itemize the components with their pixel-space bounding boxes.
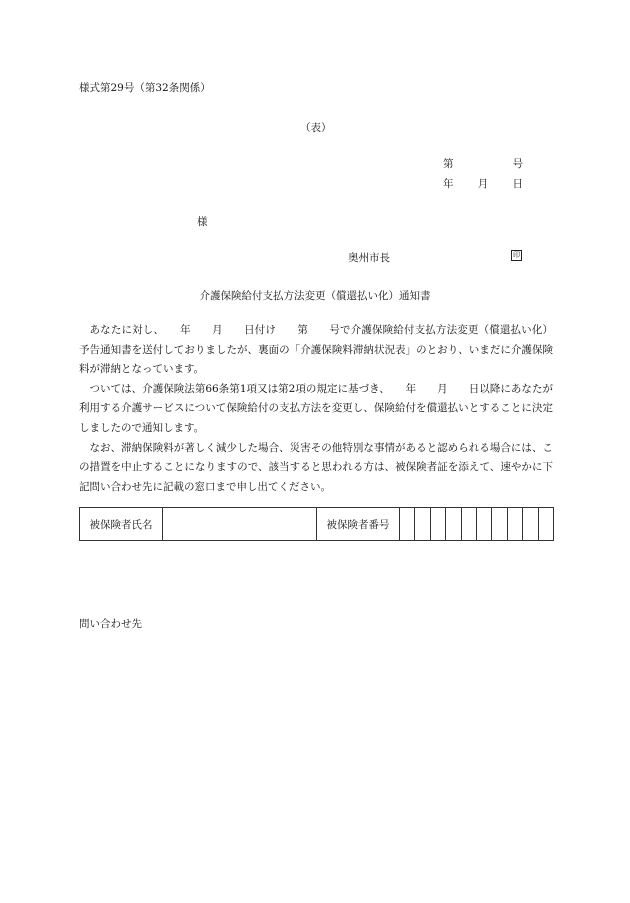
insured-number-digit[interactable] (538, 508, 553, 541)
seal-mark: 印 (513, 251, 520, 259)
insured-number-digit[interactable] (430, 508, 445, 541)
addressee-suffix: 様 (197, 216, 208, 228)
form-number: 様式第29号（第32条関係） (79, 82, 211, 94)
date-line (443, 176, 523, 191)
insured-number-digit[interactable] (476, 508, 491, 541)
insured-number-digit[interactable] (507, 508, 522, 541)
document-number-line (443, 156, 523, 171)
body-paragraph-2: ついては、介護保険法第66条第1項又は第2項の規定に基づき、 年 月 日以降にあなたが利用する介護サービスについて保険給付の支払方法を変更し、保険給付を償還払いとすることに決定しましたので通知します。 (79, 382, 553, 434)
issuer-title: 奥州市長 (348, 252, 390, 264)
go-label: 号 (512, 158, 523, 170)
day-label: 日 (512, 178, 523, 190)
insured-number-digit[interactable] (492, 508, 507, 541)
document-title: 介護保険給付支払方法変更（償還払い化）通知書 (199, 290, 431, 302)
dai-label: 第 (443, 158, 454, 170)
insured-number-digit[interactable] (400, 508, 415, 541)
body-paragraph-1: あなたに対し、 年 月 日付け 第 号で介護保険給付支払方法変更（償還払い化）予告通知書を送付しておりましたが、裏面の「介護保険料滞納状況表」のとおり、いまだに介護保険料が滞納となっています。 (79, 324, 553, 376)
insured-info-table (79, 507, 554, 541)
insured-name-field[interactable] (163, 508, 317, 541)
insured-number-digit[interactable] (461, 508, 476, 541)
insured-number-digit[interactable] (523, 508, 538, 541)
insured-number-digit[interactable] (446, 508, 461, 541)
issuer-line (348, 250, 522, 265)
insured-number-label: 被保険者番号 (317, 508, 400, 541)
year-label: 年 (443, 178, 454, 190)
month-label: 月 (477, 178, 489, 190)
page-side-label: （表） (300, 122, 332, 134)
insured-number-digit[interactable] (415, 508, 430, 541)
notice-body (79, 321, 553, 497)
contact-heading: 問い合わせ先 (79, 618, 142, 630)
body-paragraph-3: なお、滞納保険料が著しく減少した場合、災害その他特別な事情があると認められる場合には、この措置を中止することになりますので、該当すると思われる方は、被保険者証を添えて、速やかに下記問い合わせ先に記載の窓口まで申し出てください。 (79, 441, 553, 493)
insured-name-label: 被保険者氏名 (80, 508, 163, 541)
